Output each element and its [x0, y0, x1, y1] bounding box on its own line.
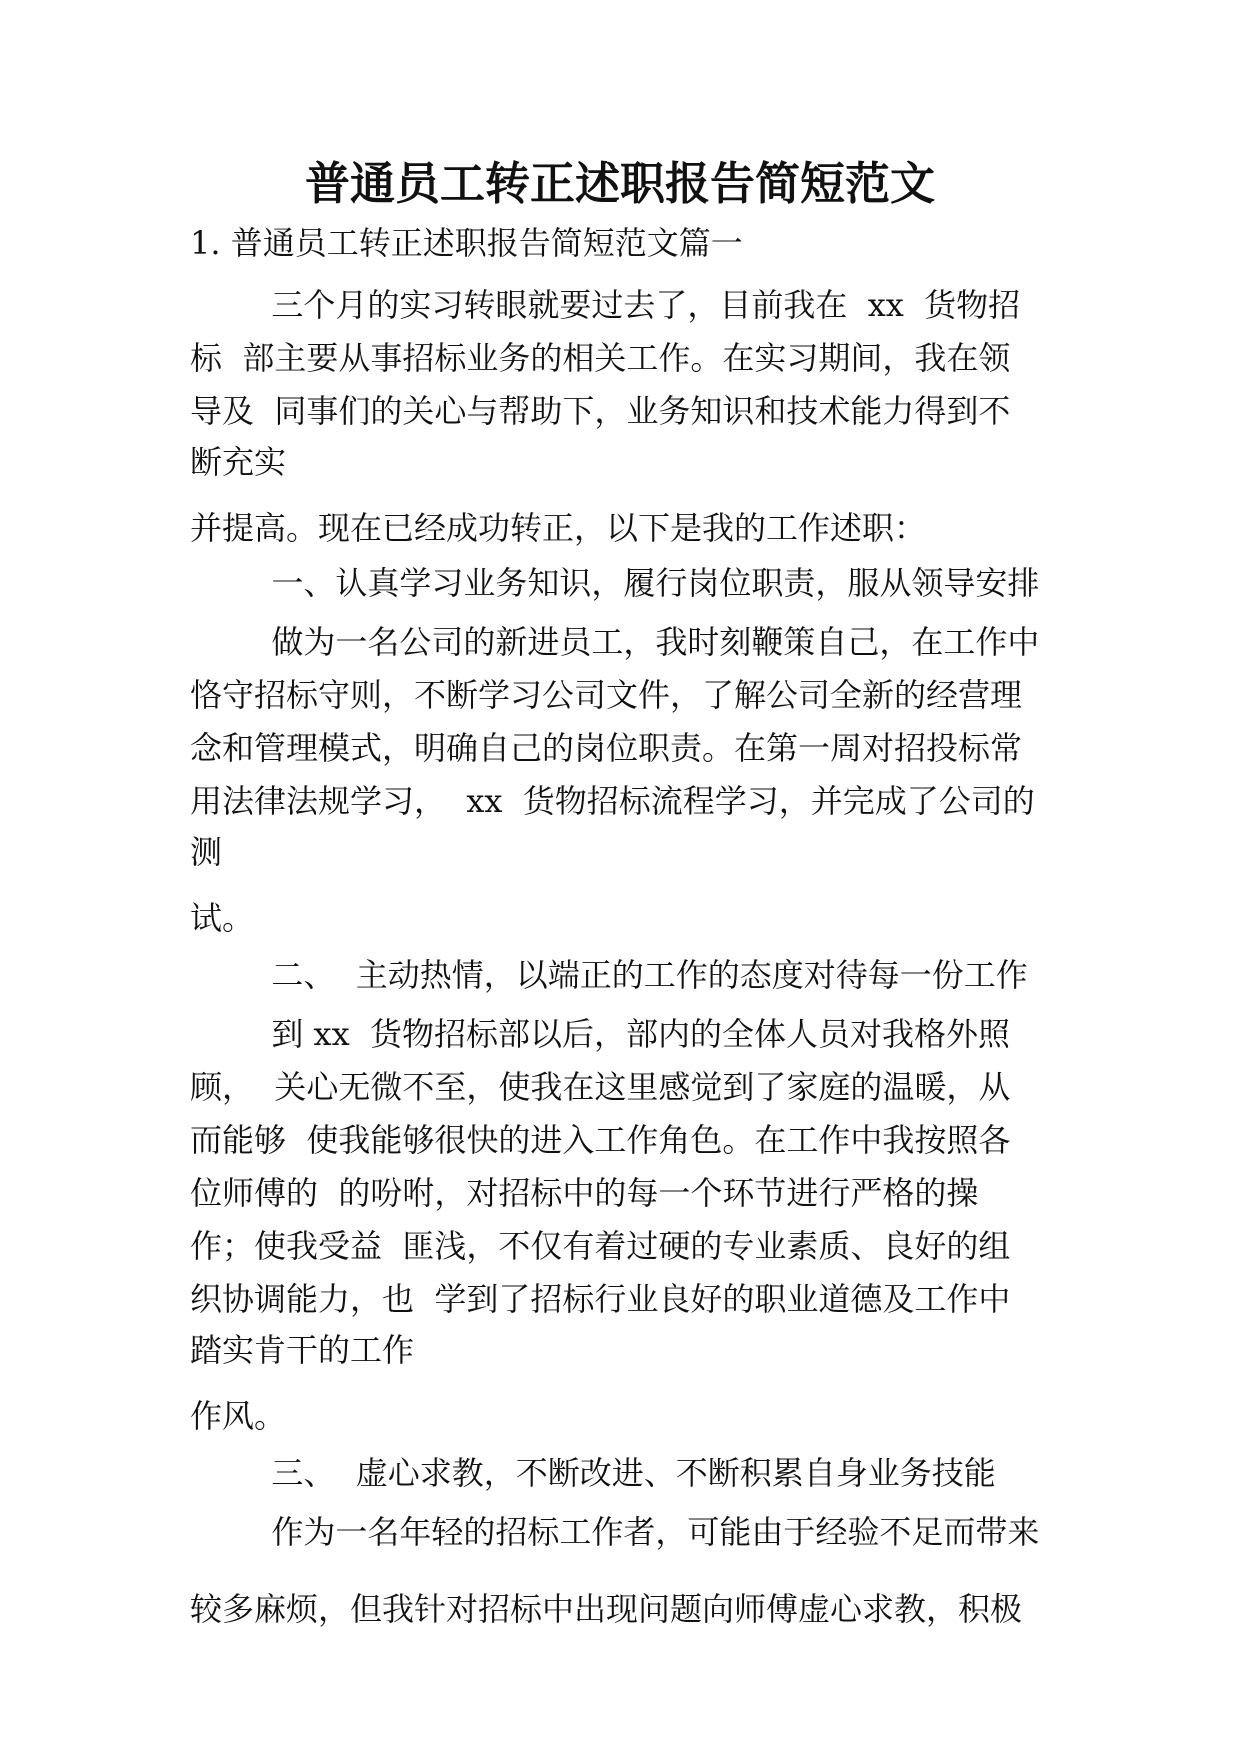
paragraph-line: 用法律法规学习， xx 货物招标流程学习，并完成了公司的 [190, 782, 1035, 820]
subheading-line: 二、 主动热情，以端正的工作的态度对待每一份工作 [190, 956, 1028, 994]
section-heading: 1. 普通员工转正述职报告简短范文篇一 [190, 224, 743, 262]
paragraph-line: 织协调能力，也 学到了招标行业良好的职业道德及工作中 [190, 1280, 1011, 1318]
subheading-line: 三、 虚心求教，不断改进、不断积累自身业务技能 [190, 1454, 996, 1492]
paragraph-line: 标 部主要从事招标业务的相关工作。在实习期间，我在领 [190, 339, 1011, 377]
document-title: 普通员工转正述职报告简短范文 [304, 157, 935, 210]
paragraph-line: 恪守招标守则，不断学习公司文件，了解公司全新的经营理 [190, 676, 1023, 714]
paragraph-line: 作；使我受益 匪浅，不仅有着过硬的专业素质、良好的组 [190, 1227, 1011, 1265]
paragraph-line: 踏实肯干的工作 [190, 1331, 415, 1369]
paragraph-line: 并提高。现在已经成功转正，以下是我的工作述职： [190, 509, 927, 547]
paragraph-line: 测 [190, 833, 223, 871]
paragraph-line: 到 xx 货物招标部以后，部内的全体人员对我格外照 [190, 1015, 1010, 1053]
paragraph-line: 试。 [190, 899, 255, 937]
subheading-line: 一、认真学习业务知识，履行岗位职责，服从领导安排 [190, 564, 1040, 602]
paragraph-line: 而能够 使我能够很快的进入工作角色。在工作中我按照各 [190, 1121, 1011, 1159]
paragraph-line: 念和管理模式，明确自己的岗位职责。在第一周对招投标常 [190, 729, 1023, 767]
paragraph-line: 作为一名年轻的招标工作者，可能由于经验不足而带来 [190, 1513, 1040, 1551]
paragraph-line: 顾， 关心无微不至，使我在这里感觉到了家庭的温暖，从 [190, 1068, 1011, 1106]
paragraph-line: 断充实 [190, 443, 287, 481]
paragraph-line: 做为一名公司的新进员工，我时刻鞭策自己，在工作中 [190, 623, 1040, 661]
paragraph-line: 作风。 [190, 1397, 287, 1435]
paragraph-line: 位师傅的 的吩咐，对招标中的每一个环节进行严格的操 [190, 1174, 979, 1212]
paragraph-line: 导及 同事们的关心与帮助下，业务知识和技术能力得到不 [190, 392, 1011, 430]
paragraph-line: 三个月的实习转眼就要过去了，目前我在 xx 货物招 [190, 286, 1021, 324]
paragraph-line: 较多麻烦，但我针对招标中出现问题向师傅虚心求教，积极 [190, 1590, 1023, 1628]
